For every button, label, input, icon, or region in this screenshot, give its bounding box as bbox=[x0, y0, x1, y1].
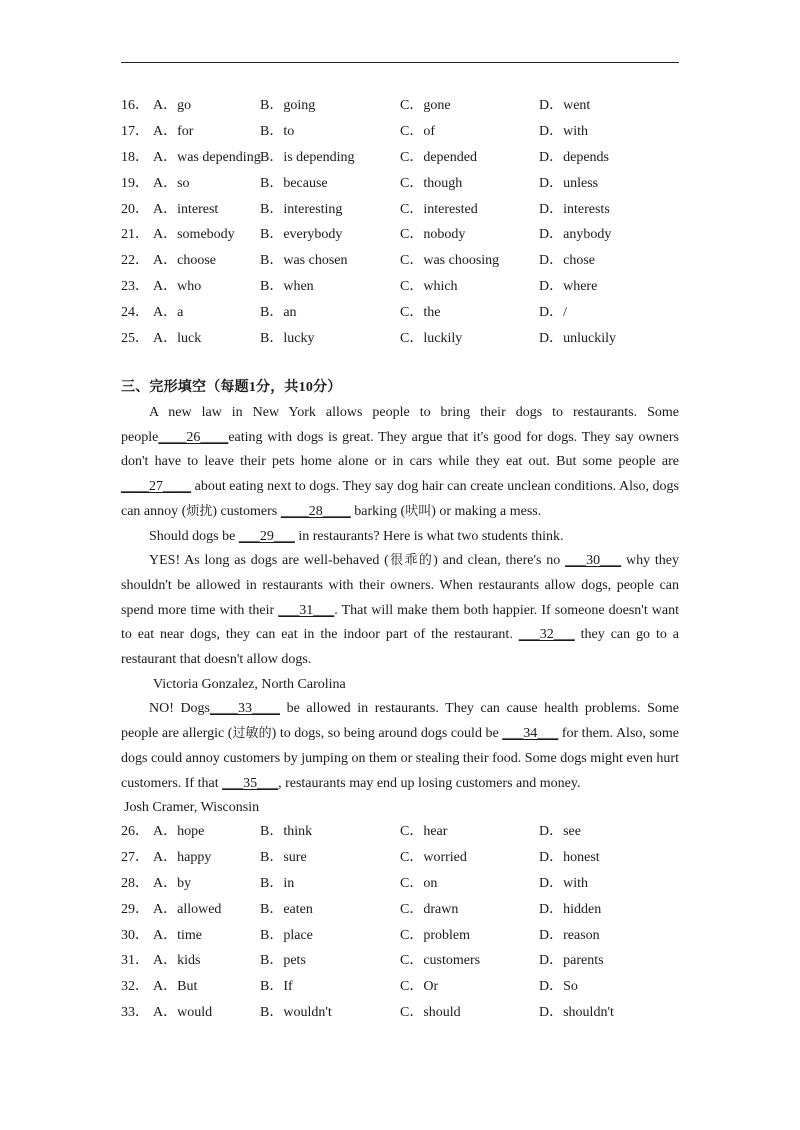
cloze-passage bbox=[121, 401, 679, 821]
option-a: A．hope bbox=[153, 824, 205, 839]
option-a: A．who bbox=[153, 279, 202, 295]
option-b: B．lucky bbox=[260, 331, 315, 347]
option-b: B．think bbox=[260, 824, 313, 839]
question-row bbox=[121, 248, 679, 274]
option-d: D．interests bbox=[539, 201, 610, 217]
question-number: 31． bbox=[121, 953, 149, 969]
option-a: A．would bbox=[153, 1005, 213, 1021]
question-number: 26． bbox=[121, 824, 149, 839]
question-row bbox=[121, 93, 679, 119]
question-row bbox=[121, 819, 679, 845]
option-b: B．eaten bbox=[260, 901, 313, 917]
option-d: D．where bbox=[539, 279, 598, 295]
option-b: B．to bbox=[260, 123, 295, 139]
option-c: C．interested bbox=[400, 201, 478, 217]
option-b: B．place bbox=[260, 927, 313, 943]
option-c: C．customers bbox=[400, 953, 481, 969]
option-b: B．in bbox=[260, 875, 295, 891]
paragraph-1: A new law in New York allows people to bring their dogs to restaurants. Some people____26____eating with dogs is great. They argue that it's good for dogs. They say owners don't have to leave their pets home alone or in cars while they eat out. But some people are ____27____ about eating next to dogs. They say dog hair can create unclean conditions. Also, dogs can annoy (烦扰) customers ____28____ barking (吠叫) or making a mess. bbox=[121, 405, 679, 519]
blank-35: ___35___ bbox=[222, 775, 279, 791]
option-a: A．was depending bbox=[153, 149, 261, 165]
option-c: C．the bbox=[400, 305, 441, 321]
option-c: C．on bbox=[400, 875, 438, 891]
option-b: B．wouldn't bbox=[260, 1005, 332, 1021]
option-b: B．sure bbox=[260, 849, 307, 865]
option-d: D．So bbox=[539, 979, 578, 995]
question-row bbox=[121, 948, 679, 974]
option-a: A．choose bbox=[153, 253, 216, 269]
option-d: D．hidden bbox=[539, 901, 602, 917]
question-list-26-33 bbox=[121, 819, 679, 1026]
option-c: C．drawn bbox=[400, 901, 459, 917]
option-a: A．kids bbox=[153, 953, 201, 969]
paragraph-3: YES! As long as dogs are well-behaved (很乖的) and clean, there's no ___30___ why they shouldn't be allowed in restaurants with their owners. When restaurants allow dogs, people can spend more time with their ___31___. That will make them both happier. If someone doesn't want to eat near dogs, they can eat in the indoor part of the restaurant. ___32___ they can go to a restaurant that doesn't allow dogs. bbox=[121, 553, 680, 668]
blank-26: ____26____ bbox=[158, 429, 229, 445]
option-c: C．though bbox=[400, 175, 463, 191]
question-row bbox=[121, 119, 679, 145]
option-c: C．Or bbox=[400, 979, 439, 995]
option-a: A．happy bbox=[153, 849, 212, 865]
question-number: 29． bbox=[121, 901, 149, 917]
option-c: C．depended bbox=[400, 149, 477, 165]
question-number: 30． bbox=[121, 927, 149, 943]
question-row bbox=[121, 145, 679, 171]
option-c: C．luckily bbox=[400, 331, 463, 347]
option-a: A．so bbox=[153, 175, 190, 191]
question-row bbox=[121, 974, 679, 1000]
option-d: D．with bbox=[539, 875, 588, 891]
signature-1: Victoria Gonzalez, North Carolina bbox=[153, 676, 346, 692]
option-d: D．unless bbox=[539, 175, 599, 191]
question-number: 21． bbox=[121, 227, 149, 243]
option-c: C．nobody bbox=[400, 227, 466, 243]
option-a: A．time bbox=[153, 927, 202, 943]
option-b: B．pets bbox=[260, 953, 306, 969]
question-number: 24． bbox=[121, 305, 149, 321]
blank-30: ___30___ bbox=[565, 553, 622, 569]
question-number: 25． bbox=[121, 331, 149, 347]
question-number: 22． bbox=[121, 253, 149, 269]
question-number: 19． bbox=[121, 175, 149, 191]
question-number: 28． bbox=[121, 875, 149, 891]
option-d: D．anybody bbox=[539, 227, 612, 243]
paragraph-2: Should dogs be ___29___ in restaurants? Here is what two students think. bbox=[149, 528, 564, 544]
option-c: C．which bbox=[400, 279, 458, 295]
option-b: B．an bbox=[260, 305, 297, 321]
option-a: A．a bbox=[153, 305, 184, 321]
option-a: A．somebody bbox=[153, 227, 235, 243]
blank-27: ____27____ bbox=[121, 479, 191, 495]
option-c: C．hear bbox=[400, 824, 448, 839]
blank-34: ___34___ bbox=[502, 726, 559, 742]
option-b: B．was chosen bbox=[260, 253, 348, 269]
option-b: B．interesting bbox=[260, 201, 343, 217]
option-d: D．honest bbox=[539, 849, 600, 865]
option-d: D．shouldn't bbox=[539, 1005, 614, 1021]
option-a: A．allowed bbox=[153, 901, 222, 917]
question-number: 23． bbox=[121, 279, 149, 295]
question-number: 18． bbox=[121, 149, 149, 165]
option-c: C．should bbox=[400, 1005, 461, 1021]
blank-33: ____33____ bbox=[210, 701, 281, 717]
question-number: 27． bbox=[121, 849, 149, 865]
option-b: B．is depending bbox=[260, 149, 355, 165]
option-c: C．problem bbox=[400, 927, 470, 943]
option-a: A．interest bbox=[153, 201, 219, 217]
option-d: D．reason bbox=[539, 927, 600, 943]
question-row bbox=[121, 222, 679, 248]
option-b: B．everybody bbox=[260, 227, 343, 243]
option-d: D．went bbox=[539, 98, 591, 113]
option-d: D．depends bbox=[539, 149, 609, 165]
paragraph-4: NO! Dogs____33____ be allowed in restaurants. They can cause health problems. Some people are allergic (过敏的) to dogs, so being around dogs could be ___34___ for them. Also, some dogs could annoy customers by jumping on them or stealing their food. Some dogs might even hurt customers. If that ___35___, restaurants may end up losing customers and money. bbox=[121, 701, 679, 791]
option-d: D．with bbox=[539, 123, 588, 139]
option-d: D．see bbox=[539, 824, 581, 839]
question-number: 32． bbox=[121, 979, 149, 995]
header-rule bbox=[121, 62, 679, 63]
option-a: A．go bbox=[153, 98, 192, 113]
signature-2: Josh Cramer, Wisconsin bbox=[124, 800, 260, 816]
question-row bbox=[121, 171, 679, 197]
section-title: 三、完形填空（每题1分，共10分） bbox=[121, 379, 342, 395]
blank-32: ___32___ bbox=[518, 627, 575, 643]
option-c: C．was choosing bbox=[400, 253, 500, 269]
question-number: 17． bbox=[121, 123, 149, 139]
question-list-16-25 bbox=[121, 93, 679, 352]
question-number: 20． bbox=[121, 201, 149, 217]
option-b: B．because bbox=[260, 175, 328, 191]
option-b: B．when bbox=[260, 279, 314, 295]
option-d: D．/ bbox=[539, 305, 567, 321]
blank-28: ____28____ bbox=[280, 503, 351, 519]
question-row bbox=[121, 326, 679, 352]
blank-31: ___31___ bbox=[278, 602, 335, 618]
option-d: D．chose bbox=[539, 253, 595, 269]
question-row bbox=[121, 923, 679, 949]
option-b: B．If bbox=[260, 979, 293, 995]
option-a: A．luck bbox=[153, 331, 202, 347]
option-c: C．gone bbox=[400, 98, 451, 113]
question-row bbox=[121, 197, 679, 223]
option-d: D．unluckily bbox=[539, 331, 616, 347]
question-row bbox=[121, 897, 679, 923]
blank-29: ___29___ bbox=[238, 528, 295, 544]
option-c: C．worried bbox=[400, 849, 467, 865]
question-row bbox=[121, 300, 679, 326]
option-a: A．for bbox=[153, 123, 194, 139]
option-d: D．parents bbox=[539, 953, 604, 969]
question-number: 16． bbox=[121, 98, 149, 113]
option-a: A．by bbox=[153, 875, 192, 891]
question-row bbox=[121, 871, 679, 897]
question-row bbox=[121, 1000, 679, 1026]
option-b: B．going bbox=[260, 98, 316, 113]
question-row bbox=[121, 274, 679, 300]
question-number: 33． bbox=[121, 1005, 149, 1021]
option-a: A．But bbox=[153, 979, 198, 995]
question-row bbox=[121, 845, 679, 871]
option-c: C．of bbox=[400, 123, 435, 139]
